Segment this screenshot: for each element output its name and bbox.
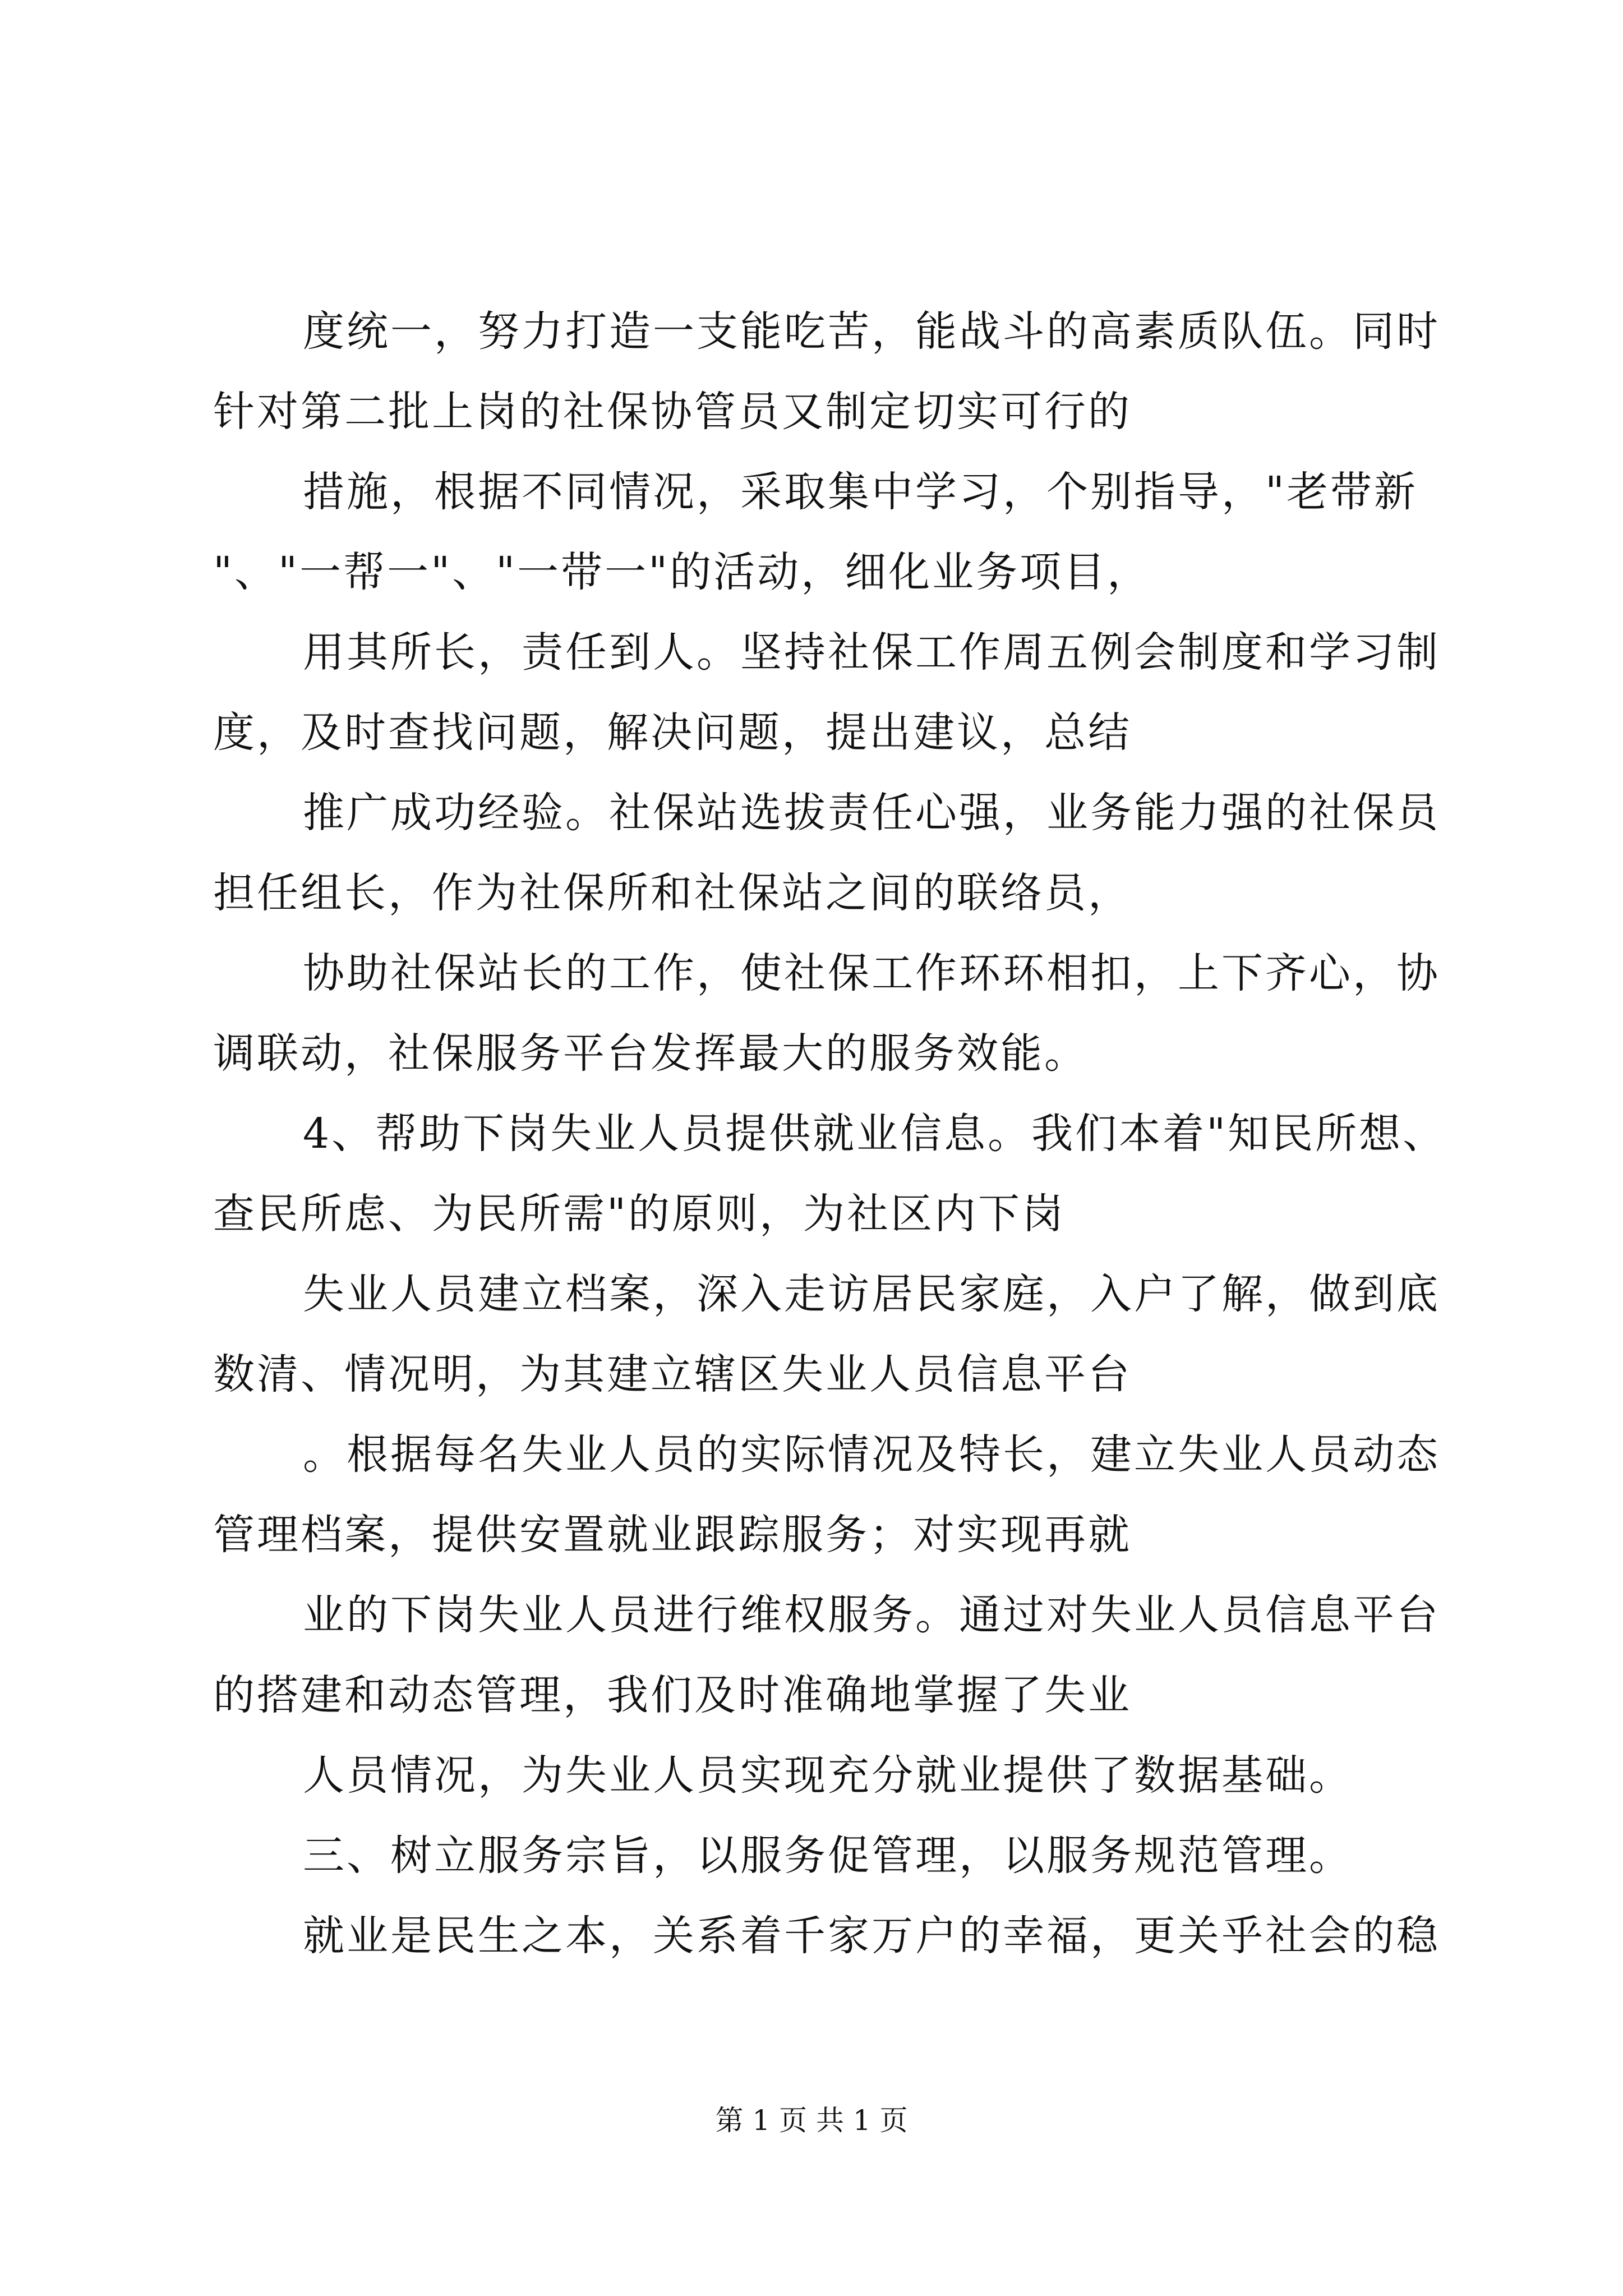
- paragraph-line: 度统一，努力打造一支能吃苦，能战斗的高素质队伍。同时: [303, 307, 1440, 356]
- document-body: [213, 292, 1447, 1976]
- paragraph-line: 推广成功经验。社保站选拔责任心强，业务能力强的社保员: [303, 789, 1440, 837]
- paragraph-line: 措施，根据不同情况，采取集中学习，个别指导，"老带新: [303, 468, 1418, 516]
- paragraph-line: 人员情况，为失业人员实现充分就业提供了数据基础。: [303, 1751, 1353, 1800]
- paragraph-line: 就业是民生之本，关系着千家万户的幸福，更关乎社会的稳: [303, 1912, 1440, 1960]
- paragraph: [213, 1896, 1440, 1976]
- paragraph-line: 失业人员建立档案，深入走访居民家庭，入户了解，做到底: [303, 1270, 1440, 1318]
- paragraph-line: 4、帮助下岗失业人员提供就业信息。我们本着"知民所想、: [303, 1110, 1447, 1158]
- paragraph-line: "、"一帮一"、"一带一"的活动，细化业务项目，: [213, 548, 1151, 596]
- page-footer: [0, 2101, 1623, 2140]
- paragraph-line: 针对第二批上岗的社保协管员又制定切实可行的: [213, 388, 1132, 436]
- page-number-label: 第 1 页 共 1 页: [715, 2104, 908, 2137]
- paragraph-line: 三、树立服务宗旨，以服务促管理，以服务规范管理。: [303, 1832, 1353, 1880]
- paragraph: [213, 933, 1440, 1094]
- paragraph: [213, 452, 1436, 613]
- paragraph: [213, 1094, 1447, 1254]
- paragraph-line: 管理档案，提供安置就业跟踪服务；对实现再就: [213, 1511, 1132, 1559]
- paragraph-line: 用其所长，责任到人。坚持社保工作周五例会制度和学习制: [303, 628, 1440, 677]
- paragraph: [213, 1254, 1440, 1415]
- paragraph-line: 。根据每名失业人员的实际情况及特长，建立失业人员动态: [303, 1430, 1440, 1479]
- paragraph-line: 协助社保站长的工作，使社保工作环环相扣，上下齐心，协: [303, 949, 1440, 997]
- paragraph-line: 查民所虑、为民所需"的原则，为社区内下岗: [213, 1190, 1066, 1238]
- paragraph-line: 度，及时查找问题，解决问题，提出建议，总结: [213, 708, 1132, 757]
- paragraph: [213, 613, 1440, 773]
- paragraph-line: 业的下岗失业人员进行维权服务。通过对失业人员信息平台: [303, 1591, 1440, 1639]
- paragraph-line: 调联动，社保服务平台发挥最大的服务效能。: [213, 1029, 1088, 1078]
- paragraph: [213, 292, 1440, 452]
- paragraph: [213, 773, 1440, 933]
- paragraph: [213, 1415, 1440, 1575]
- paragraph-line: 的搭建和动态管理，我们及时准确地掌握了失业: [213, 1671, 1132, 1719]
- paragraph: [213, 1575, 1440, 1736]
- section-heading: [213, 1816, 1436, 1896]
- paragraph-line: 数清、情况明，为其建立辖区失业人员信息平台: [213, 1350, 1132, 1398]
- paragraph: [213, 1736, 1436, 1816]
- paragraph-line: 担任组长，作为社保所和社保站之间的联络员，: [213, 869, 1132, 917]
